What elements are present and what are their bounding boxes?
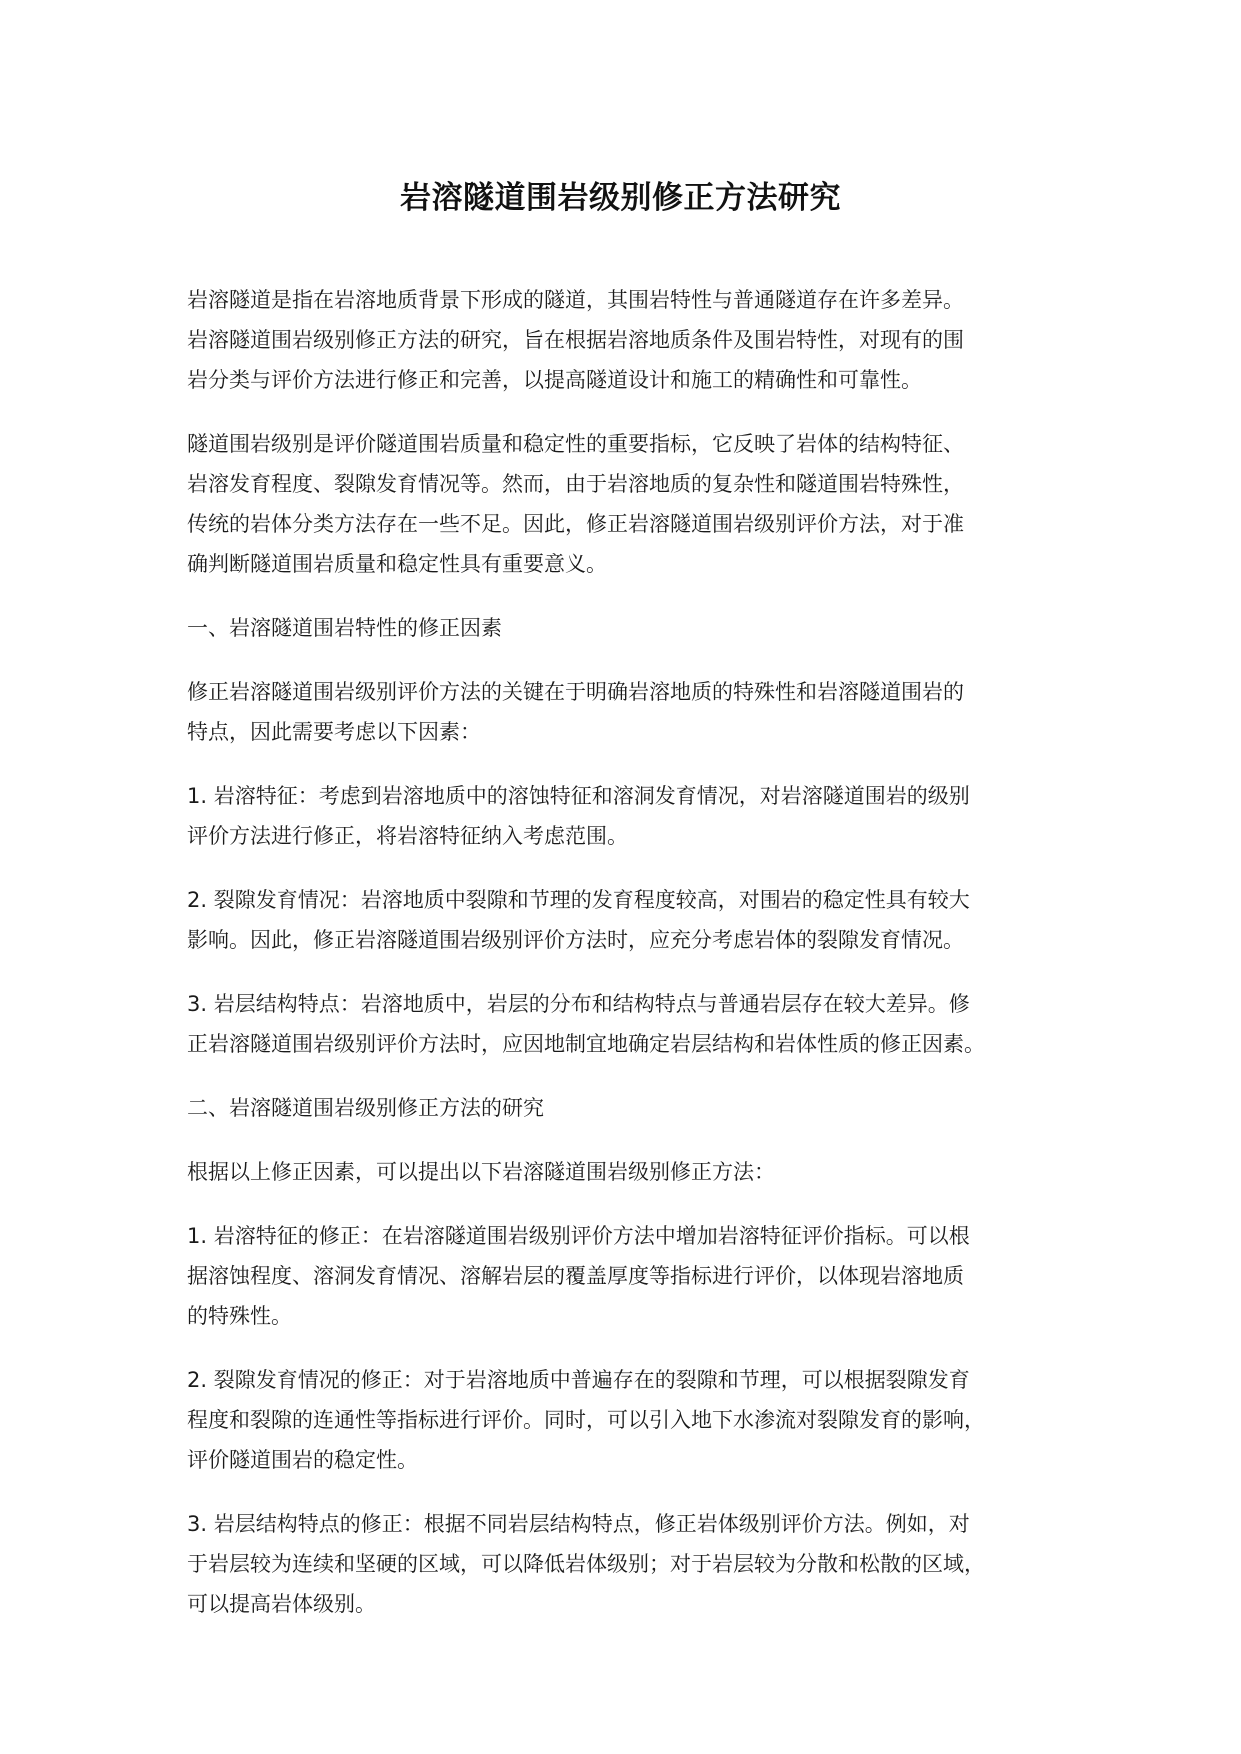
text-line: 岩溶隧道是指在岩溶地质背景下形成的隧道，其围岩特性与普通隧道存在许多差异。 [187,288,964,312]
text-line: 评价隧道围岩的稳定性。 [187,1448,418,1472]
text-line: 特点，因此需要考虑以下因素： [187,720,481,744]
text-line: 一、岩溶隧道围岩特性的修正因素 [187,616,502,640]
text-line: 隧道围岩级别是评价隧道围岩质量和稳定性的重要指标，它反映了岩体的结构特征、 [187,432,964,456]
text-line: 二、岩溶隧道围岩级别修正方法的研究 [187,1096,544,1120]
text-line: 确判断隧道围岩质量和稳定性具有重要意义。 [187,552,607,576]
text-line: 的特殊性。 [187,1304,292,1328]
text-line: 正岩溶隧道围岩级别评价方法时，应因地制宜地确定岩层结构和岩体性质的修正因素。 [187,1032,985,1056]
text-line: 影响。因此，修正岩溶隧道围岩级别评价方法时，应充分考虑岩体的裂隙发育情况。 [187,928,964,952]
section-heading-2 [187,1088,1067,1128]
paragraph-3 [187,672,1067,752]
text-line: 1. 岩溶特征的修正：在岩溶隧道围岩级别评价方法中增加岩溶特征评价指标。可以根 [187,1224,970,1248]
paragraph-4 [187,1152,1067,1192]
text-line: 3. 岩层结构特点的修正：根据不同岩层结构特点，修正岩体级别评价方法。例如，对 [187,1512,970,1536]
list-item-2-1 [187,1216,1067,1336]
text-line: 程度和裂隙的连通性等指标进行评价。同时，可以引入地下水渗流对裂隙发育的影响， [187,1408,985,1432]
text-line: 传统的岩体分类方法存在一些不足。因此，修正岩溶隧道围岩级别评价方法，对于准 [187,512,964,536]
text-line: 岩溶发育程度、裂隙发育情况等。然而，由于岩溶地质的复杂性和隧道围岩特殊性， [187,472,964,496]
paragraph-1 [187,280,1067,400]
text-line: 岩分类与评价方法进行修正和完善，以提高隧道设计和施工的精确性和可靠性。 [187,368,922,392]
text-line: 可以提高岩体级别。 [187,1592,376,1616]
text-line: 岩溶隧道围岩级别修正方法的研究，旨在根据岩溶地质条件及围岩特性，对现有的围 [187,328,964,352]
paragraph-2 [187,424,1067,584]
list-item-2-2 [187,1360,1067,1480]
text-line: 3. 岩层结构特点：岩溶地质中，岩层的分布和结构特点与普通岩层存在较大差异。修 [187,992,970,1016]
list-item-1-3 [187,984,1067,1064]
document-body [187,280,1067,1648]
text-line: 修正岩溶隧道围岩级别评价方法的关键在于明确岩溶地质的特殊性和岩溶隧道围岩的 [187,680,964,704]
text-line: 据溶蚀程度、溶洞发育情况、溶解岩层的覆盖厚度等指标进行评价，以体现岩溶地质 [187,1264,964,1288]
list-item-1-2 [187,880,1067,960]
text-line: 2. 裂隙发育情况的修正：对于岩溶地质中普遍存在的裂隙和节理，可以根据裂隙发育 [187,1368,970,1392]
text-line: 于岩层较为连续和坚硬的区域，可以降低岩体级别；对于岩层较为分散和松散的区域， [187,1552,985,1576]
list-item-1-1 [187,776,1067,856]
section-heading-1 [187,608,1067,648]
text-line: 1. 岩溶特征：考虑到岩溶地质中的溶蚀特征和溶洞发育情况，对岩溶隧道围岩的级别 [187,784,970,808]
list-item-2-3 [187,1504,1067,1624]
text-line: 评价方法进行修正，将岩溶特征纳入考虑范围。 [187,824,628,848]
document-title: 岩溶隧道围岩级别修正方法研究 [400,180,841,216]
text-line: 根据以上修正因素，可以提出以下岩溶隧道围岩级别修正方法： [187,1160,775,1184]
text-line: 2. 裂隙发育情况：岩溶地质中裂隙和节理的发育程度较高，对围岩的稳定性具有较大 [187,888,970,912]
